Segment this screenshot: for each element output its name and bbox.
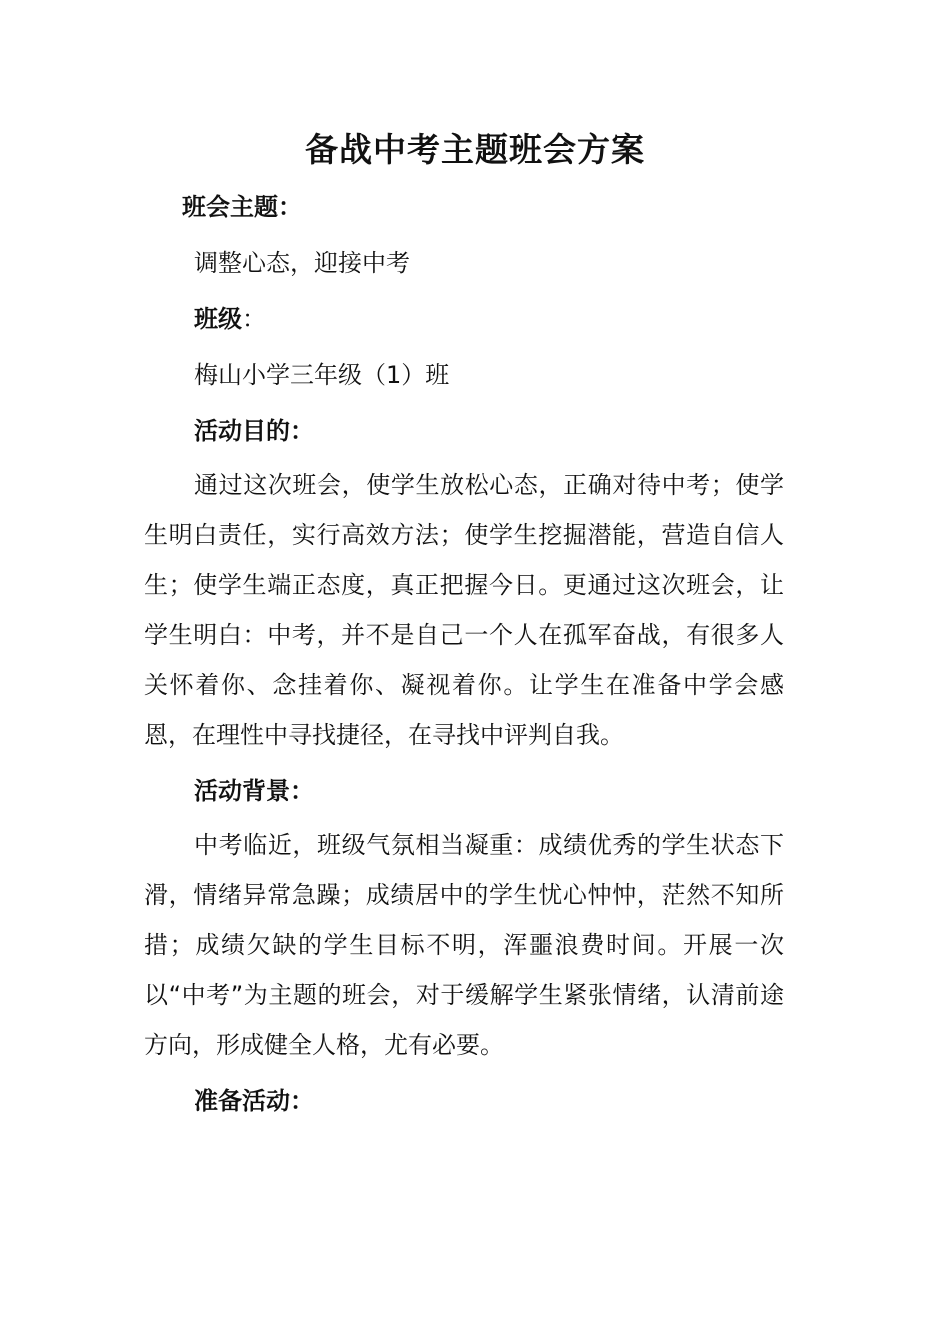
class-heading-line bbox=[194, 303, 266, 335]
class-heading: 班级 bbox=[194, 305, 242, 333]
background-paragraph: 中考临近，班级气氛相当凝重：成绩优秀的学生状态下滑，情绪异常急躁；成绩居中的学生忧心忡忡，茫然不知所措；成绩欠缺的学生目标不明，浑噩浪费时间。开展一次以“中考”为主题的班会，对于缓解学生紧张情绪，认清前途方向，形成健全人格，尤有必要。 bbox=[144, 831, 784, 1059]
purpose-paragraph: 通过这次班会，使学生放松心态，正确对待中考；使学生明白责任，实行高效方法；使学生挖掘潜能，营造自信人生；使学生端正态度，真正把握今日。更通过这次班会，让学生明白：中考，并不是自己一个人在孤军奋战，有很多人关怀着你、念挂着你、凝视着你。让学生在准备中学会感恩，在理性中寻找捷径，在寻找中评判自我。 bbox=[144, 471, 784, 749]
purpose-heading: 活动目的： bbox=[194, 417, 314, 445]
document-title: 备战中考主题班会方案 bbox=[305, 130, 645, 169]
class-heading-colon: ： bbox=[242, 305, 266, 333]
preparation-heading: 准备活动： bbox=[194, 1087, 314, 1115]
background-heading: 活动背景： bbox=[194, 777, 314, 805]
class-content: 梅山小学三年级（1）班 bbox=[194, 361, 450, 389]
theme-heading: 班会主题： bbox=[182, 193, 302, 221]
theme-content: 调整心态，迎接中考 bbox=[194, 249, 410, 277]
